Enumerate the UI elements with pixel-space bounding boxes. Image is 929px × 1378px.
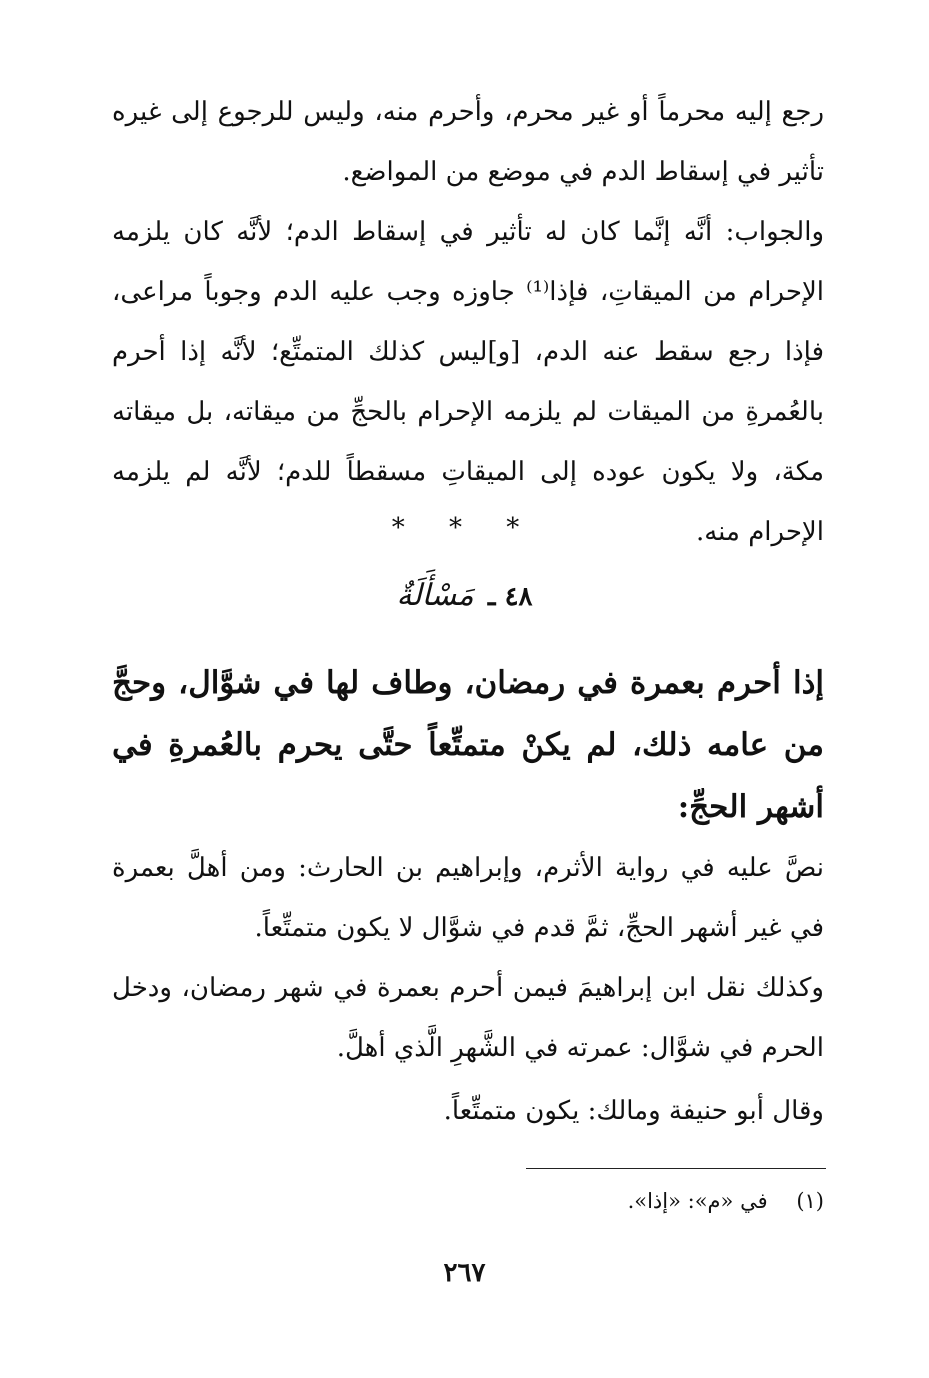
section-separator: * * * [391, 513, 538, 543]
section-number: ٤٨ ـ [487, 582, 533, 612]
section-word: مَسْأَلَةٌ [396, 578, 474, 613]
paragraph-opinion: وقال أبو حنيفة ومالك: يكون متمتِّعاً. [443, 1096, 824, 1126]
paragraph-continuation: رجع إليه محرماً أو غير محرم، وأحرم منه، وليس للرجوع إلى غيره تأثير في إسقاط الدم في موضع من المواضع. [112, 97, 825, 187]
footnote-number: (١) [796, 1189, 824, 1213]
section-heading [0, 578, 929, 613]
page-number: ٢٦٧ [443, 1258, 486, 1288]
footnote [300, 1189, 824, 1213]
paragraph-answer: والجواب: أنَّه إنَّما كان له تأثير في إسقاط الدم؛ لأنَّه كان يلزمه الإحرام من الميقاتِ، فإذا⁽¹⁾ جاوزه وجب عليه الدم وجوباً مراعى، فإذا رجع سقط عنه الدم، [و]ليس كذلك المتمتِّع؛ لأنَّه إذا أحرم بالعُمرةِ من الميقات لم يلزمه الإحرام بالحجِّ من ميقاته، بل ميقاته مكة، ولا يكون عوده إلى الميقاتِ مسقطاً للدم؛ لأنَّه لم يلزمه الإحرام منه. [112, 217, 824, 547]
section-question: إذا أحرم بعمرة في رمضان، وطاف لها في شوَّال، وحجَّ من عامه ذلك، لم يكنْ متمتِّعاً حتَّى يحرم بالعُمرةِ في أشهر الحجِّ: [112, 665, 824, 825]
footnote-divider [526, 1168, 826, 1169]
paragraph-transmission: وكذلك نقل ابن إبراهيمَ فيمن أحرم بعمرة في شهر رمضان، ودخل الحرم في شوَّال: عمرته في الشَّهرِ الَّذي أهلَّ. [112, 973, 824, 1063]
paragraph-narration: نصَّ عليه في رواية الأثرم، وإبراهيم بن الحارث: ومن أهلَّ بعمرة في غير أشهر الحجِّ، ثمَّ قدم في شوَّال لا يكون متمتِّعاً. [112, 853, 824, 943]
footnote-text: في «م»: «إذا». [627, 1189, 768, 1213]
